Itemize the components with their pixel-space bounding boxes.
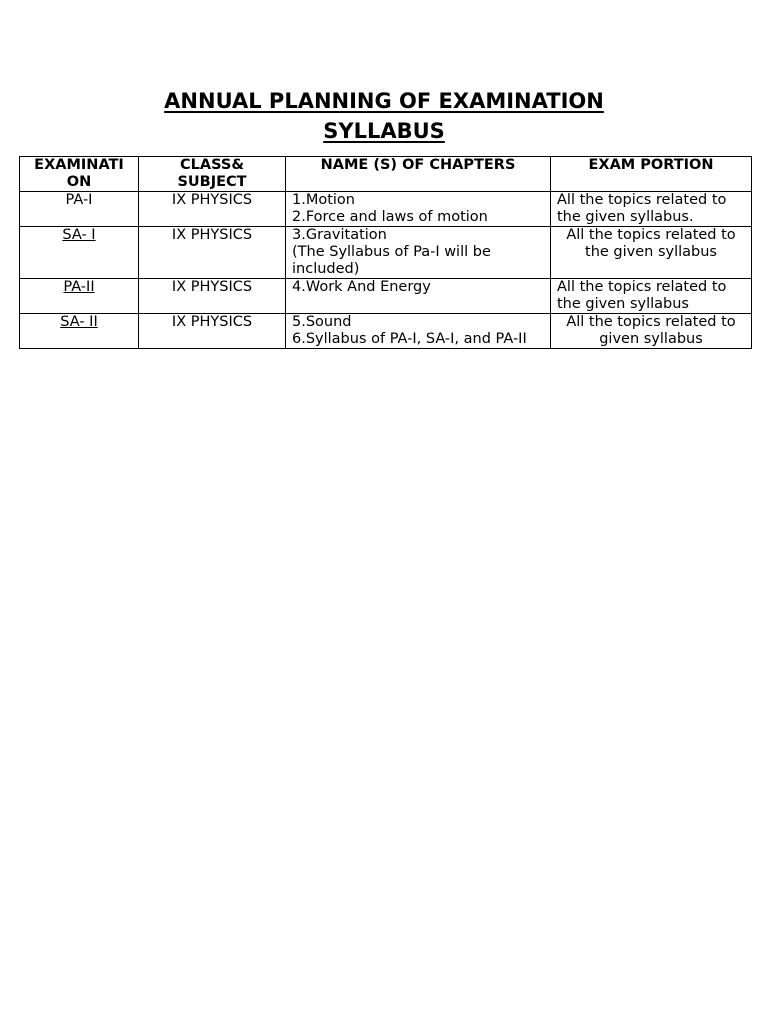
exam-cell: PA-I [20, 192, 139, 227]
class-subject-cell: IX PHYSICS [139, 227, 286, 279]
class-subject-cell: IX PHYSICS [139, 279, 286, 314]
table-row [20, 192, 752, 227]
header-examination: EXAMINATI ON [20, 157, 139, 192]
exam-cell: PA-II [20, 279, 139, 314]
syllabus-table [19, 156, 752, 349]
table-row [20, 227, 752, 279]
portion-cell: All the topics related to the given syllabus [551, 227, 752, 279]
header-chapters: NAME (S) OF CHAPTERS [286, 157, 551, 192]
portion-cell: All the topics related to the given syllabus [551, 279, 752, 314]
page-title [0, 86, 768, 146]
title-line-1: ANNUAL PLANNING OF EXAMINATION [164, 89, 604, 113]
exam-cell: SA- I [20, 227, 139, 279]
chapters-cell: 1.Motion 2.Force and laws of motion [286, 192, 551, 227]
header-class-subject: CLASS& SUBJECT [139, 157, 286, 192]
exam-cell: SA- II [20, 314, 139, 349]
class-subject-cell: IX PHYSICS [139, 314, 286, 349]
table-row [20, 314, 752, 349]
chapters-cell: 3.Gravitation (The Syllabus of Pa-I will be included) [286, 227, 551, 279]
header-exam-portion: EXAM PORTION [551, 157, 752, 192]
title-line-2: SYLLABUS [323, 119, 445, 143]
table-header-row [20, 157, 752, 192]
chapters-cell: 4.Work And Energy [286, 279, 551, 314]
portion-cell: All the topics related to given syllabus [551, 314, 752, 349]
chapters-cell: 5.Sound 6.Syllabus of PA-I, SA-I, and PA-II [286, 314, 551, 349]
portion-cell: All the topics related to the given syllabus. [551, 192, 752, 227]
table-row [20, 279, 752, 314]
class-subject-cell: IX PHYSICS [139, 192, 286, 227]
